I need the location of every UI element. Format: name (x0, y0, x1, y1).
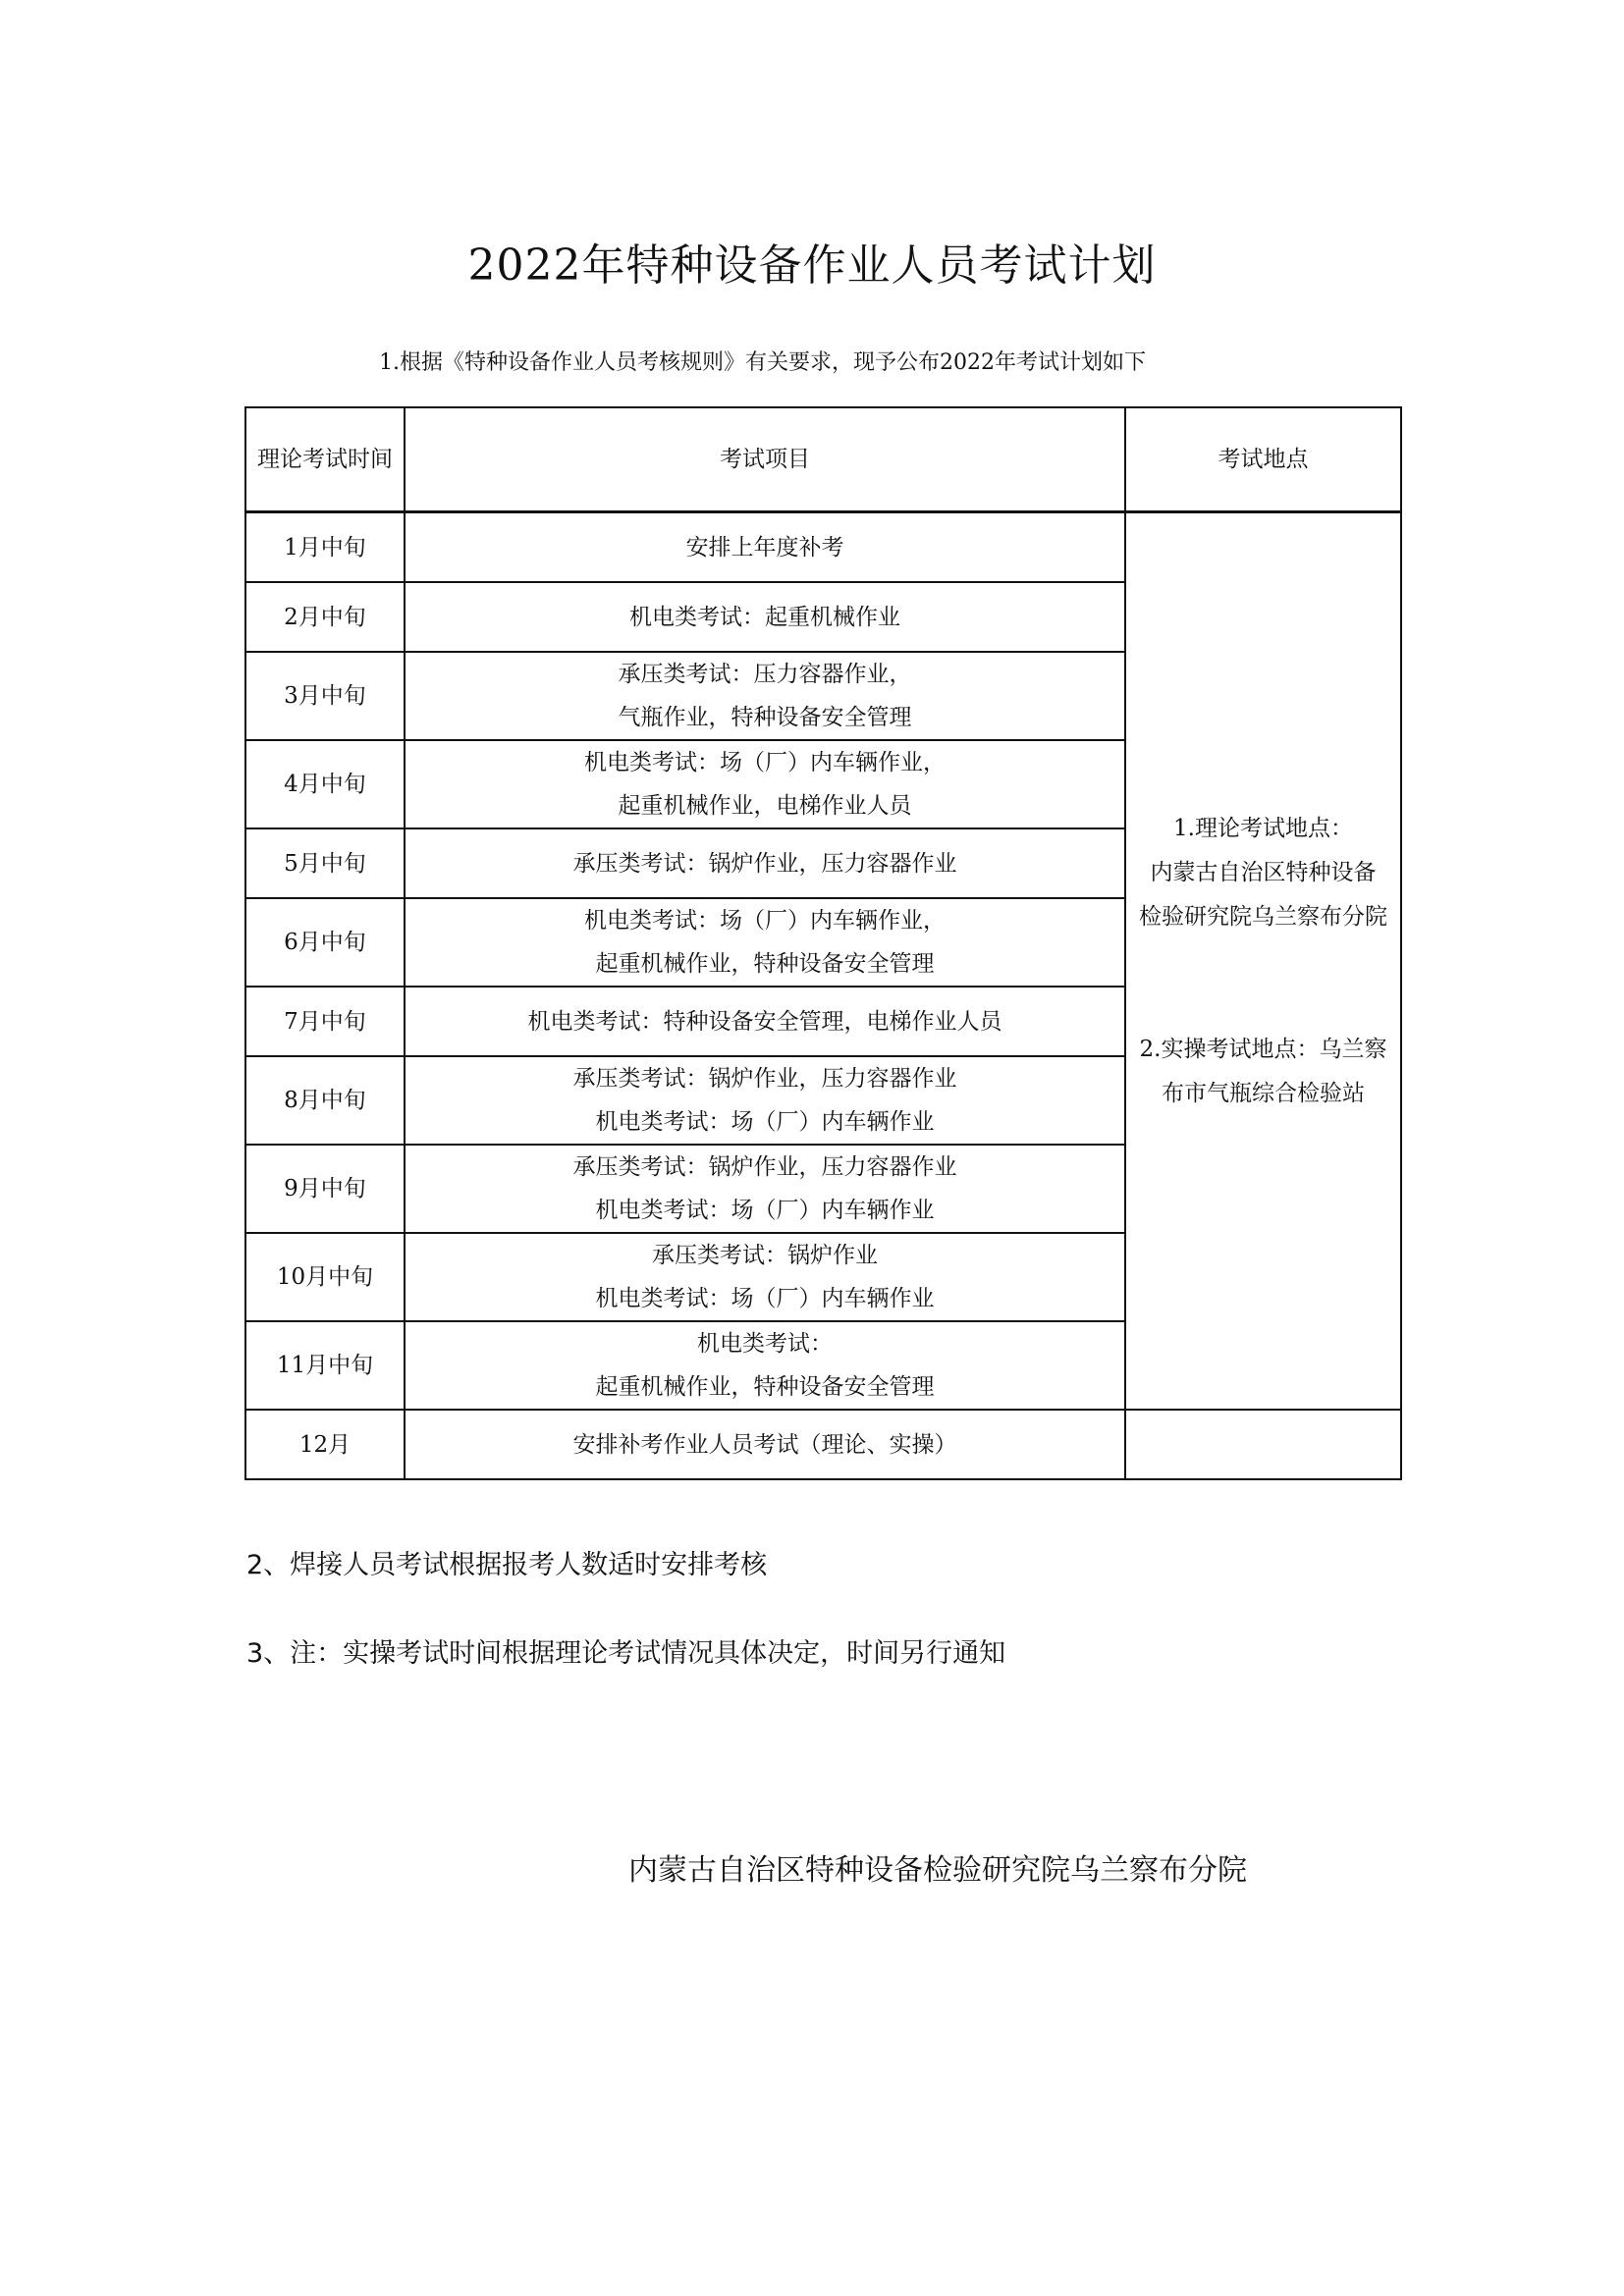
exam-time-cell: 8月中旬 (245, 1056, 405, 1145)
exam-items-cell (405, 512, 1125, 583)
header-items: 考试项目 (405, 407, 1125, 512)
exam-item-line: 机电类考试：特种设备安全管理，电梯作业人员 (527, 1008, 1002, 1035)
exam-item-line: 机电类考试：场（厂）内车辆作业 (595, 1109, 935, 1135)
december-time-cell: 12月 (245, 1410, 405, 1479)
exam-item-line: 机电类考试：场（厂）内车辆作业 (595, 1198, 935, 1223)
exam-item-line: 气瓶作业，特种设备安全管理 (618, 705, 912, 730)
exam-item-line: 机电类考试： (697, 1331, 833, 1357)
note-welding: 2、焊接人员考试根据报考人数适时安排考核 (246, 1550, 768, 1580)
location-spacer (1128, 939, 1398, 1028)
december-location-cell (1125, 1410, 1401, 1479)
intro-paragraph: 1.根据《特种设备作业人员考核规则》有关要求，现予公布2022年考试计划如下 (379, 350, 1146, 375)
header-time: 理论考试时间 (245, 407, 405, 512)
exam-item-line: 承压类考试：锅炉作业，压力容器作业 (572, 850, 957, 877)
note-practical-time: 3、注：实操考试时间根据理论考试情况具体决定，时间另行通知 (246, 1638, 1006, 1669)
table-row (245, 1410, 1401, 1479)
exam-items-cell (405, 1145, 1125, 1233)
exam-item-line: 承压类考试：锅炉作业，压力容器作业 (572, 1066, 957, 1092)
table-header-row (245, 407, 1401, 512)
exam-items-cell (405, 1056, 1125, 1145)
exam-items-cell (405, 740, 1125, 828)
exam-items-cell (405, 828, 1125, 898)
exam-time-cell: 3月中旬 (245, 652, 405, 740)
exam-item-line: 机电类考试：场（厂）内车辆作业， (584, 750, 946, 775)
signature: 内蒙古自治区特种设备检验研究院乌兰察布分院 (628, 1853, 1247, 1888)
exam-time-cell: 7月中旬 (245, 987, 405, 1056)
exam-item-line: 安排上年度补考 (685, 534, 844, 561)
theory-location-line: 内蒙古自治区特种设备 (1150, 859, 1377, 885)
exam-item-line: 起重机械作业，特种设备安全管理 (595, 1374, 935, 1400)
exam-items-cell (405, 898, 1125, 987)
exam-time-cell: 5月中旬 (245, 828, 405, 898)
practical-location-line: 布市气瓶综合检验站 (1162, 1080, 1365, 1106)
page-title: 2022年特种设备作业人员考试计划 (467, 240, 1157, 291)
exam-time-cell: 6月中旬 (245, 898, 405, 987)
exam-item-line: 机电类考试：起重机械作业 (629, 604, 900, 630)
exam-items-cell (405, 1233, 1125, 1321)
exam-time-cell: 11月中旬 (245, 1321, 405, 1410)
exam-time-cell: 9月中旬 (245, 1145, 405, 1233)
table-body (245, 512, 1401, 1480)
exam-time-cell: 4月中旬 (245, 740, 405, 828)
exam-items-cell (405, 652, 1125, 740)
exam-time-cell: 10月中旬 (245, 1233, 405, 1321)
table-row (245, 512, 1401, 583)
theory-location-line: 1.理论考试地点： (1173, 815, 1353, 841)
december-item-cell: 安排补考作业人员考试（理论、实操） (405, 1410, 1125, 1479)
exam-item-line: 机电类考试：场（厂）内车辆作业， (584, 908, 946, 934)
exam-items-cell (405, 582, 1125, 652)
exam-item-line: 起重机械作业，特种设备安全管理 (595, 951, 935, 977)
exam-items-cell (405, 1321, 1125, 1410)
exam-item-line: 承压类考试：压力容器作业， (618, 662, 912, 687)
exam-item-line: 起重机械作业，电梯作业人员 (618, 793, 912, 819)
exam-time-cell: 1月中旬 (245, 512, 405, 583)
theory-location-line: 检验研究院乌兰察布分院 (1139, 903, 1387, 930)
practical-location-line: 2.实操考试地点：乌兰察 (1139, 1036, 1387, 1062)
exam-items-cell (405, 987, 1125, 1056)
exam-item-line: 机电类考试：场（厂）内车辆作业 (595, 1286, 935, 1311)
exam-item-line: 承压类考试：锅炉作业 (652, 1243, 878, 1268)
exam-time-cell: 2月中旬 (245, 582, 405, 652)
exam-item-line: 承压类考试：锅炉作业，压力容器作业 (572, 1154, 957, 1180)
exam-location-cell (1125, 512, 1401, 1411)
exam-plan-table (244, 406, 1402, 1480)
header-location: 考试地点 (1125, 407, 1401, 512)
